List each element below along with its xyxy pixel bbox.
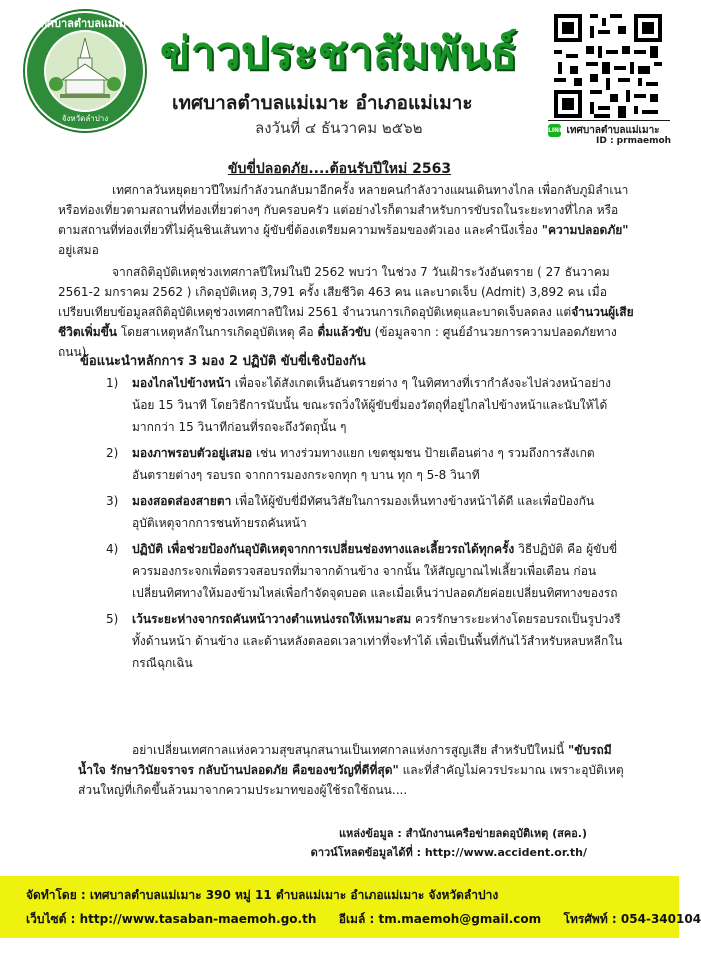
footer-bar: [0, 876, 701, 938]
footer-address: จัดทำโดย : เทศบาลตำบลแม่เมาะ 390 หมู่ 11 ตำบลแม่เมาะ อำเภอแม่เมาะ จังหวัดลำปาง: [26, 888, 499, 902]
list-item: 3) มองสอดส่องสายตา เพื่อให้ผู้ขับขี่มีทัศนวิสัยในการมองเห็นทางข้างหน้าได้ดี และเพื่อป้องกันอุบัติเหตุจากการชนท้ายรถคันหน้า: [106, 494, 595, 530]
list-item: 4) ปฏิบัติ เพื่อช่วยป้องกันอุบัติเหตุจากการเปลี่ยนช่องทางและเลี้ยวรถได้ทุกครั้ง วิธีปฏิบัติ คือ ผู้ขับขี่ควรมองกระจกเพื่อตรวจสอบรถที่มาจากด้านข้าง จากนั้น ให้สัญญาณไฟเลี้ยวเพื่อเตือน ก่อนเปลี่ยนทิศทางให้มองข้ามไหล่เพื่อกำจัดจุดบอด และเมื่อเห็นว่าปลอดภัยค่อยเปลี่ยนทิศทางของรถ: [106, 542, 618, 600]
tips-heading: ข้อแนะนำหลักการ 3 มอง 2 ปฏิบัติ ขับขี่เชิงป้องกัน: [80, 354, 366, 369]
emphasis-slogan: "ขับรถมีน้ำใจ รักษาวินัยจราจร กลับบ้านปลอดภัย คือของขวัญที่ดีที่สุด": [78, 743, 612, 777]
page-subtitle: เทศบาลตำบลแม่เมาะ อำเภอแม่เมาะ: [172, 92, 473, 114]
article-title: ขับขี่ปลอดภัย....ต้อนรับปีใหม่ 2563: [227, 161, 452, 177]
emphasis-drunk-driving: ดื่มแล้วขับ: [317, 325, 371, 339]
closing-paragraph: อย่าเปลี่ยนเทศกาลแห่งความสุขสนุกสนานเป็นเทศกาลแห่งการสูญเสีย สำหรับปีใหม่นี้ "ขับรถมีน้ำใจ รักษาวินัยจราจร กลับบ้านปลอดภัย คือของขวัญที่ดีที่สุด" และที่สำคัญไม่ควรประมาณ เพราะอุบัติเหตุส่วนใหญ่ที่เกิดขึ้นล้วนมาจากความประมาทของผู้ใช้รถใช้ถนน....: [78, 743, 624, 797]
tips-list: [106, 372, 626, 678]
list-item: 2) มองภาพรอบตัวอยู่เสมอ เช่น ทางร่วมทางแยก เขตชุมชน ป้ายเตือนต่าง ๆ รวมถึงการสังเกตอันตรายต่างๆ รอบรถ จากการมองกระจกทุก ๆ บาน ทุก ๆ 5-8 วินาที: [106, 446, 595, 482]
line-app-icon: LINE: [548, 124, 561, 137]
list-item: 1) มองไกลไปข้างหน้า เพื่อจะได้สังเกตเห็นอันตรายต่าง ๆ ในทิศทางที่เรากำลังจะไปล่วงหน้าอย่างน้อย 15 วินาที โดยวิธีการนับนั้น ขณะรถวิ่งให้ผู้ขับขี่มองวัตถุที่อยู่ไกลไปข้างหน้าและนับให้ได้มากกว่า 15 วินาทีก่อนที่รถจะถึงวัตถุนั้น ๆ: [106, 376, 611, 434]
line-account-name: เทศบาลตำบลแม่เมาะ: [566, 125, 660, 136]
website-link[interactable]: http://www.tasaban-maemoh.go.th: [79, 912, 317, 926]
download-link[interactable]: ดาวน์โหลดข้อมูลได้ที่ : http://www.accident.or.th/: [310, 846, 587, 859]
source-credit: แหล่งข้อมูล : สำนักงานเครือข่ายลดอุบัติเหตุ (สคอ.): [338, 827, 587, 840]
list-item: 5) เว้นระยะห่างจากรถคันหน้าวางตำแหน่งรถให้เหมาะสม ควรรักษาระยะห่างโดยรอบรถเป็นรูปวงรี ทั้งด้านหน้า ด้านข้าง และด้านหลังตลอดเวลาเท่าที่จะทำได้ เพื่อเป็นพื้นที่กันไว้สำหรับหลบหลีกในกรณีฉุกเฉิน: [106, 612, 623, 670]
statistics-paragraph: จากสถิติอุบัติเหตุช่วงเทศกาลปีใหม่ในปี 2562 พบว่า ในช่วง 7 วันเฝ้าระวังอันตราย ( 27 ธันวาคม 2561-2 มกราคม 2562 ) เกิดอุบัติเหตุ 3,791 ครั้ง เสียชีวิต 463 คน และบาดเจ็บ (Admit) 3,892 คน เมื่อเปรียบเทียบข้อมูลสถิติอุบัติเหตุช่วงเทศกาลปีใหม่ 2561 จำนวนการเกิดอุบัติเหตุและบาดเจ็บลดลง แต่จำนวนผู้เสียชีวิตเพิ่มขึ้น โดยสาเหตุหลักในการเกิดอุบัติเหตุ คือ ดื่มแล้วขับ (ข้อมูลจาก : ศูนย์อำนวยการความปลอดภัยทางถนน): [58, 265, 634, 359]
line-account-id: ID : prmaemoh: [596, 136, 672, 146]
page-title: ข่าวประชาสัมพันธ์: [160, 28, 518, 79]
phone-number[interactable]: 054-340104: [620, 912, 701, 926]
qr-code-icon[interactable]: [550, 10, 666, 122]
emphasis-safety: "ความปลอดภัย": [541, 223, 629, 237]
footer-contact: เว็บไซต์ : http://www.tasaban-maemoh.go.th อีเมล์ : tm.maemoh@gmail.com โทรศัพท์ : 054-340104: [26, 912, 701, 926]
intro-paragraph: เทศกาลวันหยุดยาวปีใหม่กำลังวนกลับมาอีกครั้ง หลายคนกำลังวางแผนเดินทางไกล เพื่อกลับภูมิลำเนา หรือท่องเที่ยวตามสถานที่ท่องเที่ยวต่างๆ กับครอบครัว แต่อย่างไรก็ตามสำหรับการขับรถในระยะทางที่ไกล หรือตามสถานที่ท่องเที่ยวที่ไม่คุ้นชินเส้นทาง ผู้ขับขี่ต้องเตรียมความพร้อมของตัวเอง และคำนึงเรื่อง "ความปลอดภัย" อยู่เสมอ: [58, 183, 629, 257]
issue-date: ลงวันที่ ๔ ธันวาคม ๒๕๖๒: [255, 119, 423, 137]
logo-bottom-text: จังหวัดลำปาง: [61, 114, 109, 123]
emphasis-deaths: จำนวนผู้เสียชีวิตเพิ่มขึ้น: [58, 305, 634, 339]
logo-top-text: เทศบาลตำบลแม่เมาะ: [36, 17, 139, 30]
email-link[interactable]: tm.maemoh@gmail.com: [378, 912, 542, 926]
